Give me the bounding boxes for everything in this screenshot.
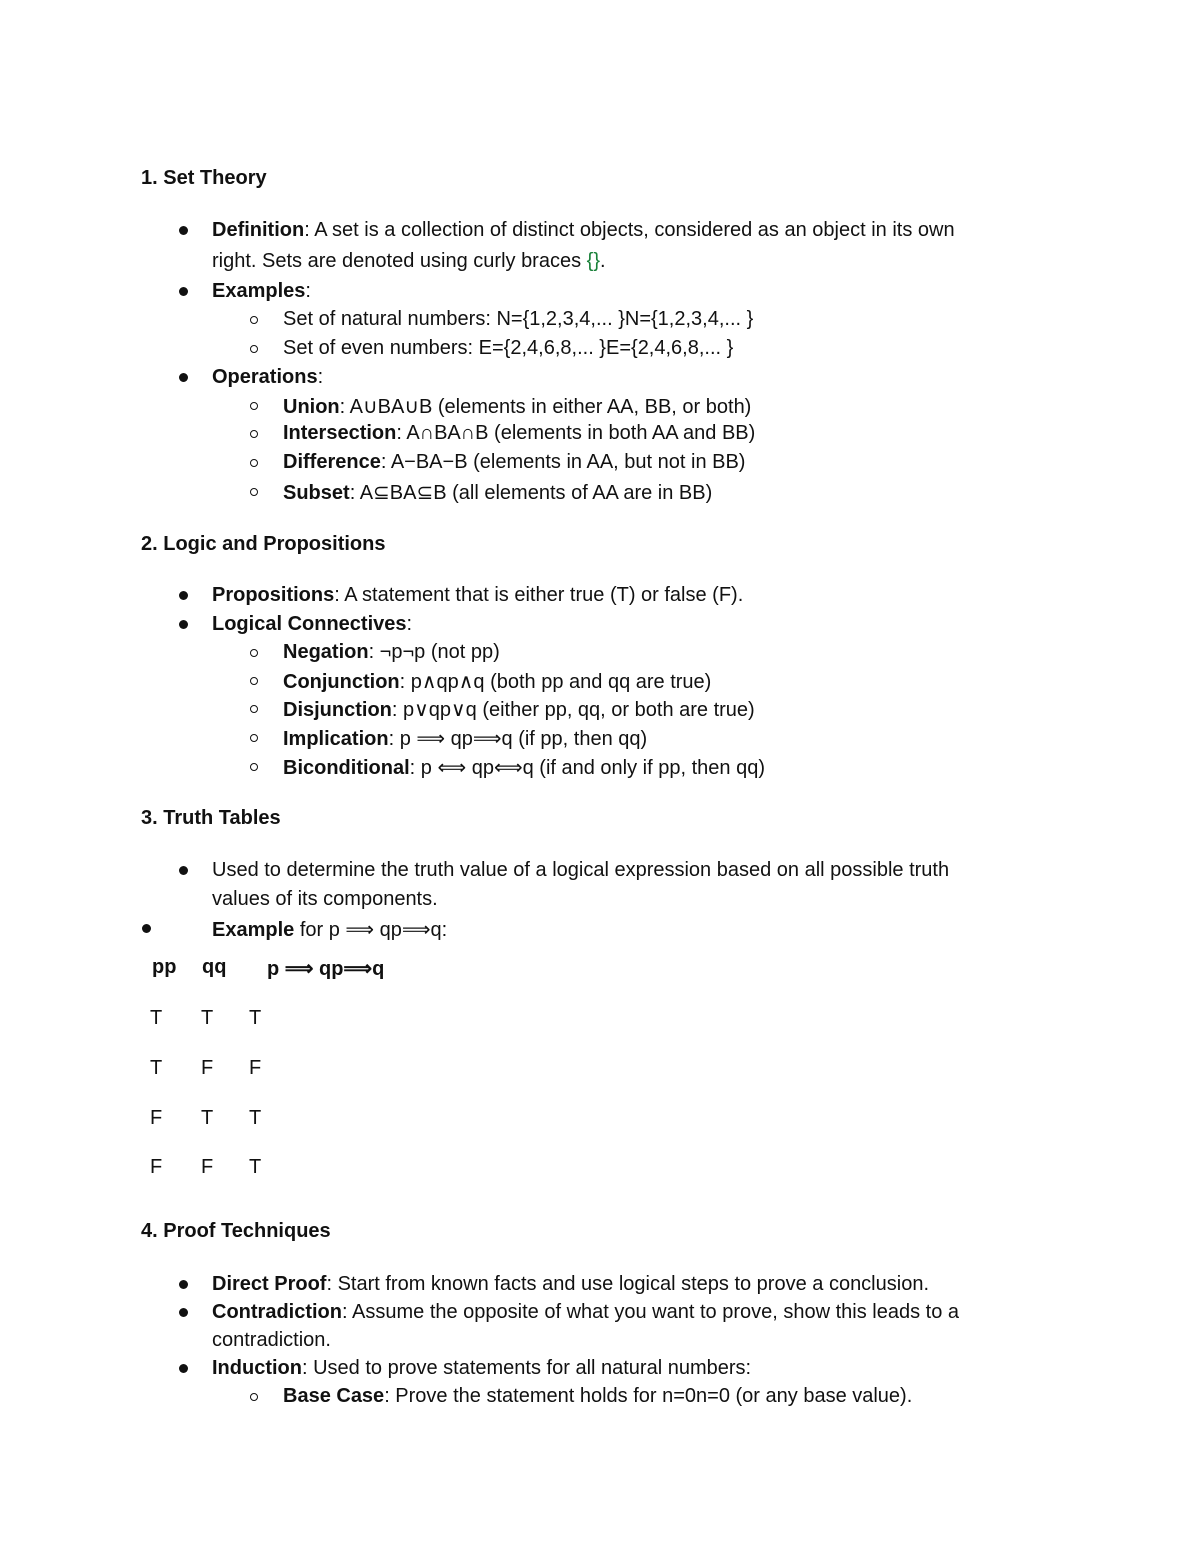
definition-text: : A set is a collection of distinct objects, considered as an object in its own: [304, 219, 955, 241]
example-label: Example: [212, 919, 295, 941]
induction-label: Induction: [212, 1357, 302, 1379]
definition-end: .: [600, 250, 606, 272]
op-label: Difference: [283, 451, 381, 473]
circle-bullet-icon: [250, 649, 258, 657]
table-cell: F: [150, 1107, 163, 1129]
section-title-truth-tables: 3. Truth Tables: [141, 807, 281, 829]
induction-line: [212, 1357, 751, 1380]
op-text: : A−BA−B (elements in AA, but not in BB): [380, 451, 746, 473]
contradiction-line-2: contradiction.: [212, 1329, 331, 1351]
conn-disjunction: [283, 697, 755, 722]
base-case-line: [283, 1385, 912, 1408]
table-cell: F: [249, 1057, 262, 1079]
table-cell: T: [150, 1057, 163, 1079]
table-cell: T: [249, 1007, 262, 1029]
propositions-line: [212, 584, 743, 607]
conn-biconditional: [283, 755, 765, 780]
bullet-icon: [179, 1280, 188, 1289]
table-header: pp: [152, 956, 177, 978]
table-cell: T: [201, 1007, 214, 1029]
bullet-icon: [179, 226, 188, 235]
direct-proof-line: [212, 1273, 929, 1296]
curly-braces: {}: [586, 250, 601, 272]
op-union: [283, 394, 751, 419]
circle-bullet-icon: [250, 677, 258, 685]
conn-negation: [283, 641, 500, 664]
table-cell: F: [150, 1156, 163, 1178]
bullet-icon: [179, 591, 188, 600]
contradiction-text: : Assume the opposite of what you want to prove, show this leads to a: [342, 1301, 960, 1323]
op-subset: [283, 480, 712, 505]
conn-label: Negation: [283, 641, 369, 663]
example-natural-numbers: Set of natural numbers: N={1,2,3,4,... }N={1,2,3,4,... }: [283, 308, 754, 330]
op-difference: [283, 451, 745, 474]
propositions-label: Propositions: [212, 584, 335, 606]
op-intersection: [283, 422, 755, 445]
circle-bullet-icon: [250, 345, 258, 353]
base-case-label: Base Case: [283, 1385, 385, 1407]
conn-text: : p∨qp∨q (either pp, qq, or both are true): [391, 699, 755, 721]
definition-label: Definition: [212, 219, 305, 241]
truth-table-desc: Used to determine the truth value of a logical expression based on all possible truth: [212, 859, 950, 881]
circle-bullet-icon: [250, 488, 258, 496]
section-title-proof-techniques: 4. Proof Techniques: [141, 1220, 331, 1242]
truth-table-desc-2: values of its components.: [212, 888, 438, 910]
circle-bullet-icon: [250, 402, 258, 410]
conn-text: : p∧qp∧q (both pp and qq are true): [399, 671, 712, 693]
circle-bullet-icon: [250, 1393, 258, 1401]
conn-text: : p ⟹ qp⟹q (if pp, then qq): [388, 728, 648, 750]
op-text: : A∩BA∩B (elements in both AA and BB): [396, 422, 756, 444]
operations-label: Operations: [212, 366, 318, 388]
table-cell: T: [150, 1007, 163, 1029]
contradiction-line: [212, 1301, 959, 1324]
circle-bullet-icon: [250, 705, 258, 713]
example-even-numbers: Set of even numbers: E={2,4,6,8,... }E={2,4,6,8,... }: [283, 337, 734, 359]
direct-proof-label: Direct Proof: [212, 1273, 327, 1295]
table-cell: F: [201, 1156, 214, 1178]
table-cell: T: [249, 1156, 262, 1178]
conn-text: : ¬p¬p (not pp): [368, 641, 500, 663]
op-label: Intersection: [283, 422, 397, 444]
conn-conjunction: [283, 669, 711, 694]
op-label: Union: [283, 396, 340, 418]
conn-label: Conjunction: [283, 671, 400, 693]
conn-implication: [283, 726, 647, 751]
bullet-icon: [179, 373, 188, 382]
bullet-icon: [179, 620, 188, 629]
examples-line: [212, 280, 311, 303]
table-header: qq: [202, 956, 227, 978]
op-text: : A⊆BA⊆B (all elements of AA are in BB): [349, 482, 713, 504]
circle-bullet-icon: [250, 430, 258, 438]
table-cell: F: [201, 1057, 214, 1079]
section-title-logic: 2. Logic and Propositions: [141, 533, 386, 555]
conn-label: Biconditional: [283, 757, 410, 779]
connectives-label: Logical Connectives: [212, 613, 407, 635]
circle-bullet-icon: [250, 459, 258, 467]
conn-label: Implication: [283, 728, 389, 750]
connectives-line: [212, 613, 412, 636]
direct-proof-text: : Start from known facts and use logical steps to prove a conclusion.: [326, 1273, 929, 1295]
operations-line: [212, 366, 323, 389]
bullet-icon: [179, 1364, 188, 1373]
bullet-icon: [179, 287, 188, 296]
colon: :: [406, 613, 413, 635]
circle-bullet-icon: [250, 316, 258, 324]
induction-text: : Used to prove statements for all natural numbers:: [301, 1357, 752, 1379]
conn-text: : p ⟺ qp⟺q (if and only if pp, then qq): [409, 757, 765, 779]
definition-text-2: right. Sets are denoted using curly braces: [212, 250, 587, 272]
table-cell: T: [201, 1107, 214, 1129]
section-title-set-theory: 1. Set Theory: [141, 167, 267, 189]
propositions-text: : A statement that is either true (T) or false (F).: [334, 584, 744, 606]
examples-label: Examples: [212, 280, 306, 302]
conn-label: Disjunction: [283, 699, 392, 721]
colon: :: [317, 366, 324, 388]
op-text: : A∪BA∪B (elements in either AA, BB, or both): [339, 396, 752, 418]
example-text: for p ⟹ qp⟹q:: [294, 919, 448, 941]
bullet-icon: [179, 1308, 188, 1317]
contradiction-label: Contradiction: [212, 1301, 342, 1323]
example-line: [212, 917, 447, 942]
op-label: Subset: [283, 482, 350, 504]
table-cell: T: [249, 1107, 262, 1129]
definition-line-2: [212, 250, 606, 273]
circle-bullet-icon: [250, 763, 258, 771]
base-case-text: : Prove the statement holds for n=0n=0 (or any base value).: [384, 1385, 913, 1407]
table-header: p ⟹ qp⟹q: [267, 958, 385, 980]
bullet-icon: [179, 866, 188, 875]
colon: :: [305, 280, 311, 302]
definition-line: [212, 219, 955, 242]
circle-bullet-icon: [250, 734, 258, 742]
bullet-icon: [142, 924, 151, 933]
